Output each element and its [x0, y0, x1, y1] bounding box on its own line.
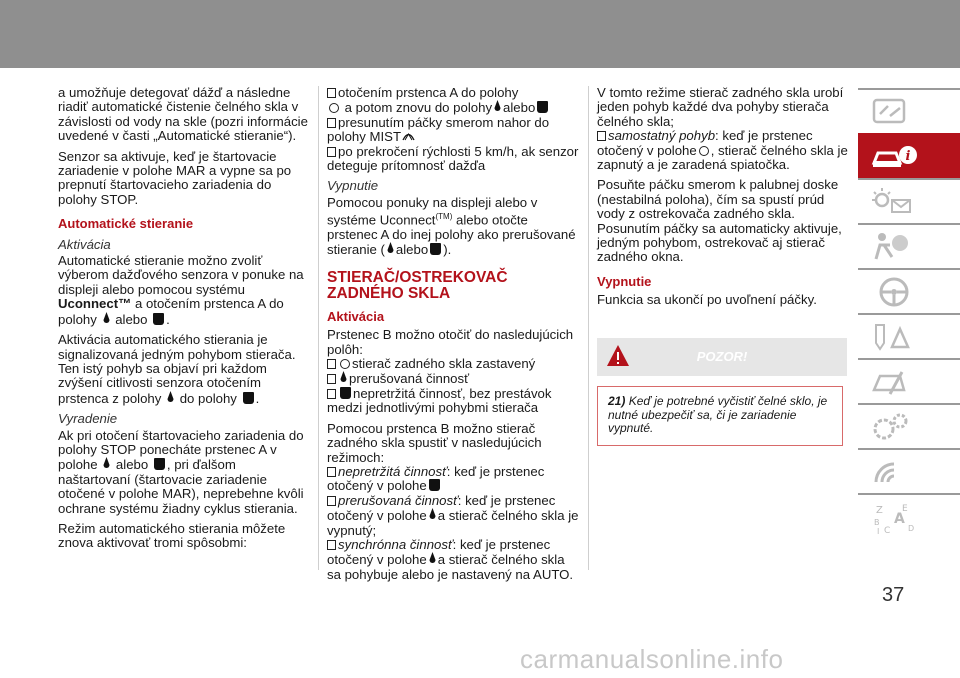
checkbox-icon — [327, 147, 336, 157]
subheading: Vypnutie — [597, 273, 652, 289]
index-letter: B — [874, 518, 880, 527]
list-item-continued: a potom znovu do polohy alebo — [327, 100, 579, 115]
tab-lights[interactable] — [858, 178, 960, 223]
chapter-tabs — [858, 88, 960, 538]
off-position-icon — [699, 146, 709, 156]
checkbox-icon — [327, 118, 336, 128]
subheading: Vypnutie — [327, 178, 379, 194]
paragraph: Automatické stieranie možno zvoliť výberom dažďového senzora v ponuke na displeji alebo pomocou systému Uconnect™ a otočením prstenca A do polohy alebo . — [58, 253, 304, 327]
car-info-icon — [870, 141, 918, 173]
note-text: Keď je potrebné vyčistiť čelné sklo, je nutné ubezpečiť sa, či je zariadenie vypnuté. — [608, 394, 828, 436]
list-item: po prekročení rýchlosti 5 km/h, ak senzor deteguje prítomnosť dažďa — [327, 143, 579, 174]
rain-sensor-icon — [153, 313, 164, 325]
drop-icon — [429, 552, 436, 565]
top-bar — [0, 0, 960, 68]
emergency-icon — [870, 321, 914, 353]
index-letter: D — [908, 524, 915, 533]
column-divider — [588, 86, 589, 570]
continuous-icon — [429, 479, 440, 491]
list-item: nepretržitá činnosť: keď je prstenec otočený v polohe — [327, 463, 545, 494]
checkbox-icon — [327, 88, 336, 98]
paragraph: Aktivácia automatického stierania je signalizovaná jedným pohybom stierača. Ten istý pohyb sa objaví pri každom zvýšení citlivosti senzora otočením prstenca z polohy do polohy . — [58, 332, 296, 406]
list-item: samostatný pohyb: keď je prstenec otočený v polohe , stierač čelného skla je zapnutý a je zaradená spiatočka. — [597, 128, 848, 173]
list-item: nepretržitá činnosť, bez prestávok medzi jednotlivými pohybmi stierača — [327, 385, 552, 416]
section-heading: Automatické stieranie — [58, 216, 194, 232]
checkbox-icon — [327, 389, 336, 399]
paragraph: Posuňte páčku smerom k palubnej doske (nestabilná poloha), čím sa spustí prúd vody z ostrekovača zadného skla. Posunutím páčky sa automaticky aktivuje, jedným pohybom, ostrekovač aj stierač zadného okna. — [597, 177, 842, 265]
paragraph: Režim automatického stierania môžete znova aktivovať tromi spôsobmi: — [58, 520, 286, 551]
drop-icon — [103, 312, 110, 325]
checkbox-icon — [597, 131, 606, 141]
continuous-icon — [340, 387, 351, 399]
drop-icon — [429, 508, 436, 521]
watermark: carmanualsonline.info — [520, 644, 784, 674]
index-letter: C — [884, 526, 891, 535]
column-3 — [597, 86, 852, 314]
off-position-icon — [329, 103, 339, 113]
tab-maintenance[interactable] — [858, 358, 960, 403]
alphabet-index-icon — [870, 501, 920, 535]
tab-index[interactable] — [858, 493, 960, 538]
index-letter: Z — [876, 505, 883, 516]
subheading: Aktivácia — [58, 236, 111, 252]
lights-warning-icon — [870, 186, 918, 218]
list-item: prerušovaná činnosť — [327, 371, 579, 386]
warning-banner — [597, 338, 847, 376]
rain-sensor-icon — [154, 458, 165, 470]
index-letter: A — [894, 511, 905, 527]
wiper-mist-icon — [402, 131, 415, 142]
list-item: stierač zadného skla zastavený — [327, 357, 579, 371]
list-item: otočením prstenca A do polohy — [327, 86, 579, 100]
paragraph: Pomocou ponuky na displeji alebo v systéme Uconnect$^{(TM)}$ alebo otočte prstenec A do inej polohy ako prerušované stieranie ( alebo ). — [327, 194, 576, 258]
list-item: prerušovaná činnosť: keď je prstenec otočený v polohe a stierač čelného skla je vypnutý; — [327, 492, 579, 538]
drop-icon — [494, 100, 501, 113]
checkbox-icon — [327, 359, 336, 369]
list-item: presunutím páčky smerom nahor do polohy MIST — [327, 114, 550, 145]
paragraph: a umožňuje detegovať dážď a následne riadiť automatické čistenie čelného skla v závislosti od vody na skle (pozri informácie uvedené v časti „Automatické stieranie“). — [58, 85, 308, 144]
tab-emergency[interactable] — [858, 313, 960, 358]
drop-icon — [340, 371, 347, 384]
wrench-car-icon — [870, 366, 914, 398]
tab-safety[interactable] — [858, 223, 960, 268]
drop-icon — [387, 242, 394, 255]
rain-sensor-icon — [430, 243, 441, 255]
page-number: 37 — [882, 584, 905, 606]
rain-sensor-icon — [243, 392, 254, 404]
drop-icon — [103, 457, 110, 470]
steering-wheel-icon — [870, 276, 914, 308]
section-heading: STIERAČ/OSTREKOVAČ ZADNÉHO SKLA — [327, 268, 508, 302]
column-1 — [58, 86, 310, 557]
svg-text:i: i — [905, 149, 911, 164]
off-position-icon — [340, 359, 350, 369]
tab-vehicle-info[interactable] — [858, 133, 960, 178]
checkbox-icon — [327, 540, 336, 550]
subheading: Aktivácia — [327, 308, 385, 324]
tab-specifications[interactable] — [858, 403, 960, 448]
gears-icon — [870, 411, 914, 443]
list-item: synchrónna činnosť: keď je prstenec otočený v polohe a stierač čelného skla sa pohybuje alebo je nastavený na AUTO. — [327, 536, 574, 582]
car-dashboard-icon — [870, 96, 914, 128]
subheading: Vyradenie — [58, 411, 118, 427]
checkbox-icon — [327, 467, 336, 477]
paragraph: Funkcia sa ukončí po uvoľnení páčky. — [597, 292, 817, 308]
column-2 — [327, 86, 579, 582]
brand-name: Uconnect™ — [58, 296, 132, 312]
paragraph: Senzor sa aktivuje, keď je štartovacie zariadenie v polohe MAR a vypne sa po prepnutí štartovacieho zariadenia do polohy STOP. — [58, 148, 292, 207]
warning-title: POZOR! — [696, 349, 748, 364]
rain-sensor-icon — [537, 101, 548, 113]
checkbox-icon — [327, 496, 336, 506]
checkbox-icon — [327, 374, 336, 384]
tab-dashboard[interactable] — [858, 88, 960, 133]
index-letter: I — [877, 527, 880, 535]
paragraph: Prstenec B možno otočiť do nasledujúcich polôh: — [327, 327, 574, 357]
warning-note — [597, 386, 843, 446]
column-divider — [318, 86, 319, 570]
drop-icon — [167, 391, 174, 404]
signal-waves-icon — [870, 456, 914, 488]
index-letter: E — [902, 504, 908, 514]
paragraph: Pomocou prstenca B možno stierač zadného skla spustiť v nasledujúcich režimoch: — [327, 420, 542, 465]
tab-multimedia[interactable] — [858, 448, 960, 493]
airbag-icon — [870, 231, 914, 263]
paragraph: V tomto režime stierač zadného skla urobí jeden pohyb každé dva pohyby stierača čelného skla; — [597, 85, 844, 129]
note-number: 21) — [608, 394, 626, 408]
paragraph: Ak pri otočení štartovacieho zariadenia do polohy STOP ponecháte prstenec A v polohe alebo , pri ďalšom naštartovaní (štartovacie zariadenie otočené v polohe MAR), neprebehne kvôli ochrane systému žiadny cyklus stierania. — [58, 427, 304, 516]
tab-driving[interactable] — [858, 268, 960, 313]
